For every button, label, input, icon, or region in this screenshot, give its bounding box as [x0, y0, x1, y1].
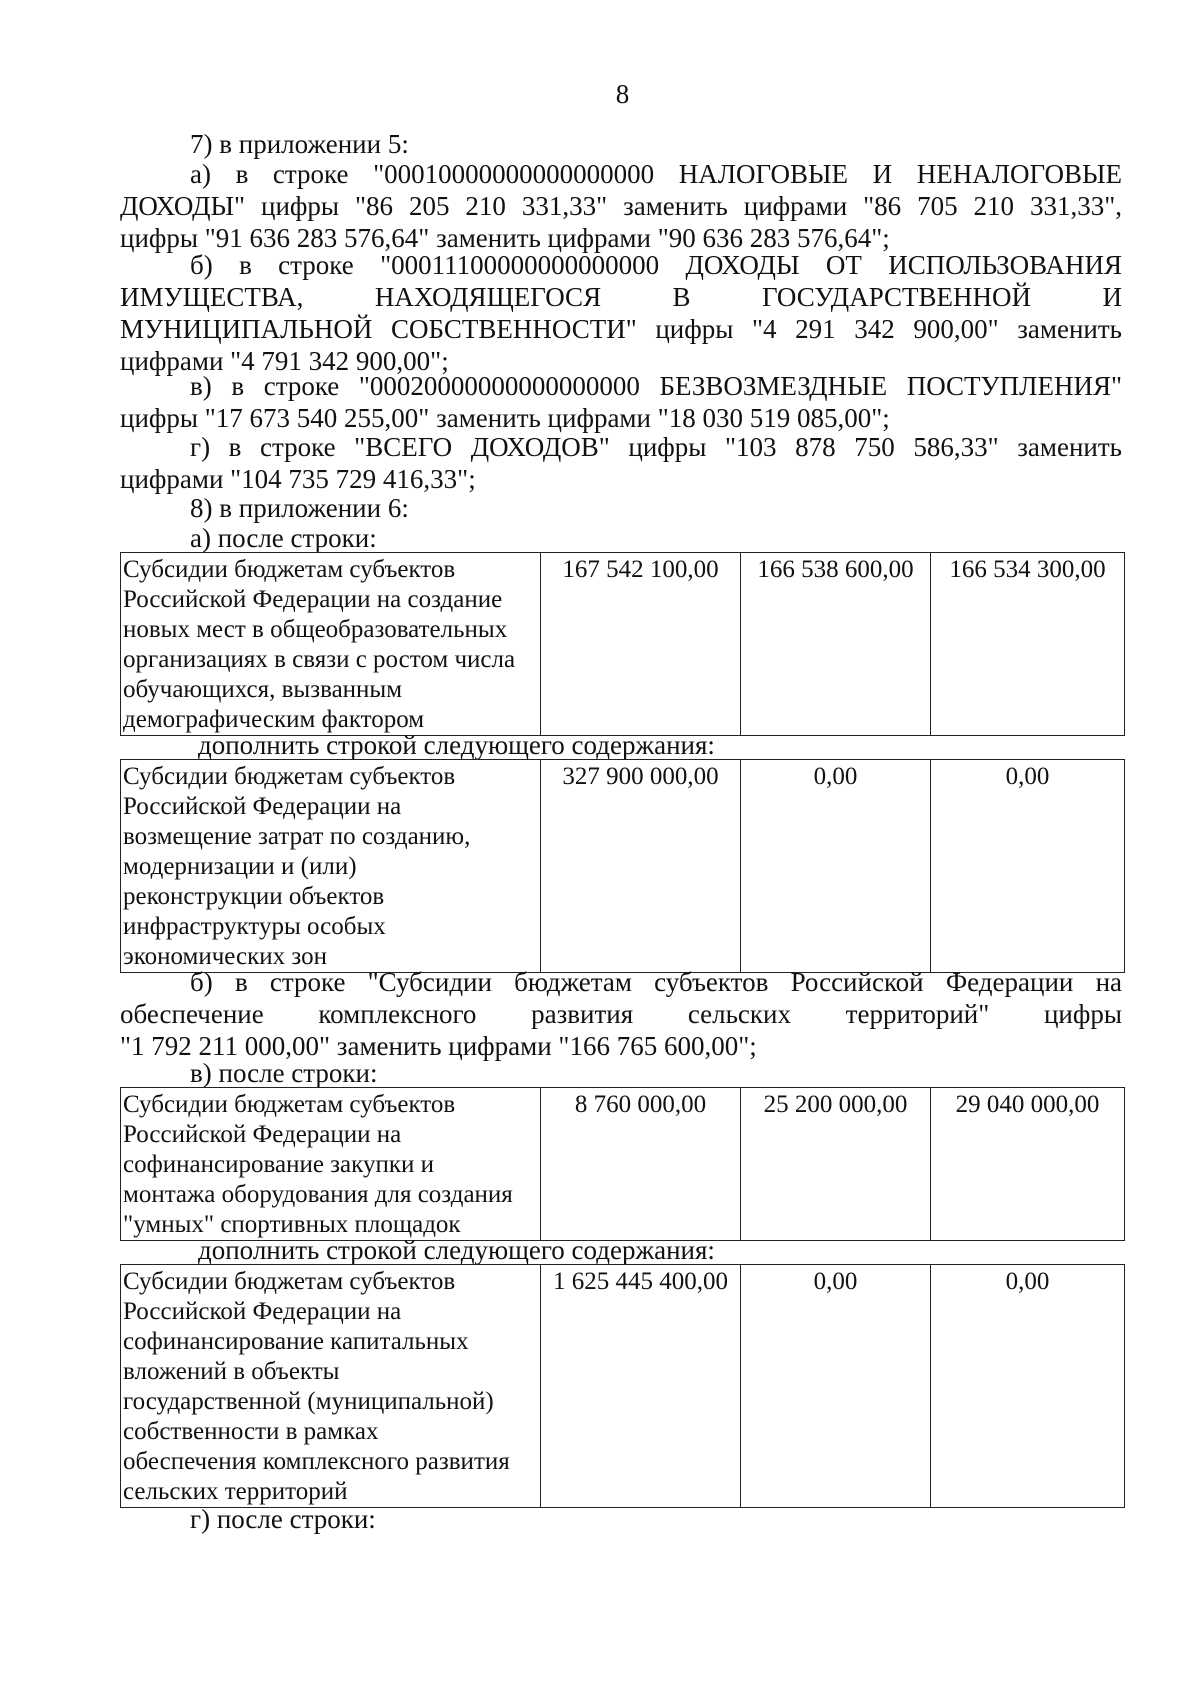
cell-line: Субсидии бюджетам субъектов — [123, 556, 456, 583]
table-row — [121, 760, 1125, 973]
value-year-1: 167 542 100,00 — [541, 553, 741, 736]
cell-line: Субсидии бюджетам субъектов — [123, 1091, 456, 1118]
section-7-heading: 7) в приложении 5: — [190, 129, 409, 159]
value-year-1: 1 625 445 400,00 — [541, 1265, 741, 1508]
section-7-item-g — [120, 431, 1122, 495]
add-row-label: дополнить строкой следующего содержания: — [198, 1235, 715, 1265]
value-year-1: 327 900 000,00 — [541, 760, 741, 973]
value-year-2: 0,00 — [741, 760, 931, 973]
section-7-item-a — [120, 158, 1122, 254]
page-number: 8 — [615, 79, 630, 109]
add-row-label: дополнить строкой следующего содержания: — [198, 730, 715, 760]
text-line: цифры "91 636 283 576,64" заменить цифрами "90 636 283 576,64"; — [120, 223, 890, 253]
cell-line: софинансирование капитальных — [123, 1328, 469, 1355]
cell-line: новых мест в общеобразовательных — [123, 616, 508, 643]
value-year-2: 0,00 — [741, 1265, 931, 1508]
cell-line: Российской Федерации на — [123, 793, 402, 820]
table-row — [121, 1088, 1125, 1241]
text-line: б) в строке "00011100000000000000 ДОХОДЫ ОТ ИСПОЛЬЗОВАНИЯ — [190, 250, 1122, 280]
section-7-item-b — [120, 249, 1122, 377]
value-year-3: 0,00 — [931, 760, 1125, 973]
section-8-item-v-after: в) после строки: — [190, 1058, 378, 1088]
text-line: ИМУЩЕСТВА, НАХОДЯЩЕГОСЯ В ГОСУДАРСТВЕННОЙ И — [120, 282, 1122, 312]
cell-line: демографическим фактором — [123, 706, 425, 733]
table-row — [121, 553, 1125, 736]
text-line: цифрами "104 735 729 416,33"; — [120, 464, 476, 494]
table-row — [121, 1265, 1125, 1508]
cell-line: модернизации и (или) — [123, 853, 357, 880]
cell-line: сельских территорий — [123, 1478, 348, 1505]
amendment-table-3 — [120, 1087, 1125, 1241]
cell-line: Субсидии бюджетам субъектов — [123, 763, 456, 790]
text-line: "1 792 211 000,00" заменить цифрами "166 765 600,00"; — [120, 1031, 757, 1061]
value-year-2: 166 538 600,00 — [741, 553, 931, 736]
value-year-2: 25 200 000,00 — [741, 1088, 931, 1241]
cell-line: организациях в связи с ростом числа — [123, 646, 516, 673]
cell-line: государственной (муниципальной) — [123, 1388, 494, 1415]
cell-line: собственности в рамках — [123, 1418, 379, 1445]
cell-line: обеспечения комплексного развития — [123, 1448, 510, 1475]
cell-line: вложений в объекты — [123, 1358, 340, 1385]
cell-line: монтажа оборудования для создания — [123, 1181, 513, 1208]
cell-line: инфраструктуры особых — [123, 913, 386, 940]
cell-line: Субсидии бюджетам субъектов — [123, 1268, 456, 1295]
value-year-3: 166 534 300,00 — [931, 553, 1125, 736]
cell-line: реконструкции объектов — [123, 883, 385, 910]
section-8-heading: 8) в приложении 6: — [190, 493, 409, 523]
cell-line: Российской Федерации на — [123, 1121, 402, 1148]
text-line: МУНИЦИПАЛЬНОЙ СОБСТВЕННОСТИ" цифры "4 291 342 900,00" заменить — [120, 314, 1122, 344]
cell-line: экономических зон — [123, 943, 327, 970]
text-line: а) в строке "00010000000000000000 НАЛОГОВЫЕ И НЕНАЛОГОВЫЕ — [190, 159, 1122, 189]
amendment-table-2 — [120, 759, 1125, 973]
section-8-item-g-after: г) после строки: — [190, 1504, 376, 1534]
value-year-3: 29 040 000,00 — [931, 1088, 1125, 1241]
cell-line: Российской Федерации на — [123, 1298, 402, 1325]
row-description — [121, 1265, 541, 1508]
value-year-1: 8 760 000,00 — [541, 1088, 741, 1241]
amendment-table-1 — [120, 552, 1125, 736]
cell-line: Российской Федерации на создание — [123, 586, 503, 613]
value-year-3: 0,00 — [931, 1265, 1125, 1508]
row-description — [121, 553, 541, 736]
cell-line: возмещение затрат по созданию, — [123, 823, 471, 850]
text-line: ДОХОДЫ" цифры "86 205 210 331,33" заменить цифрами "86 705 210 331,33", — [120, 191, 1122, 221]
cell-line: "умных" спортивных площадок — [123, 1211, 461, 1238]
row-description — [121, 1088, 541, 1241]
text-line: б) в строке "Субсидии бюджетам субъектов Российской Федерации на — [190, 967, 1122, 997]
cell-line: софинансирование закупки и — [123, 1151, 434, 1178]
amendment-table-4 — [120, 1264, 1125, 1508]
text-line: цифры "17 673 540 255,00" заменить цифрами "18 030 519 085,00"; — [120, 403, 890, 433]
text-line: цифрами "4 791 342 900,00"; — [120, 346, 449, 376]
text-line: г) в строке "ВСЕГО ДОХОДОВ" цифры "103 878 750 586,33" заменить — [190, 432, 1122, 462]
section-8-item-a-after: а) после строки: — [190, 523, 377, 553]
row-description — [121, 760, 541, 973]
section-7-item-v — [120, 370, 1122, 434]
cell-line: обучающихся, вызванным — [123, 676, 403, 703]
section-8-item-b — [120, 966, 1122, 1062]
text-line: в) в строке "00020000000000000000 БЕЗВОЗМЕЗДНЫЕ ПОСТУПЛЕНИЯ" — [190, 371, 1122, 401]
text-line: обеспечение комплексного развития сельских территорий" цифры — [120, 999, 1122, 1029]
